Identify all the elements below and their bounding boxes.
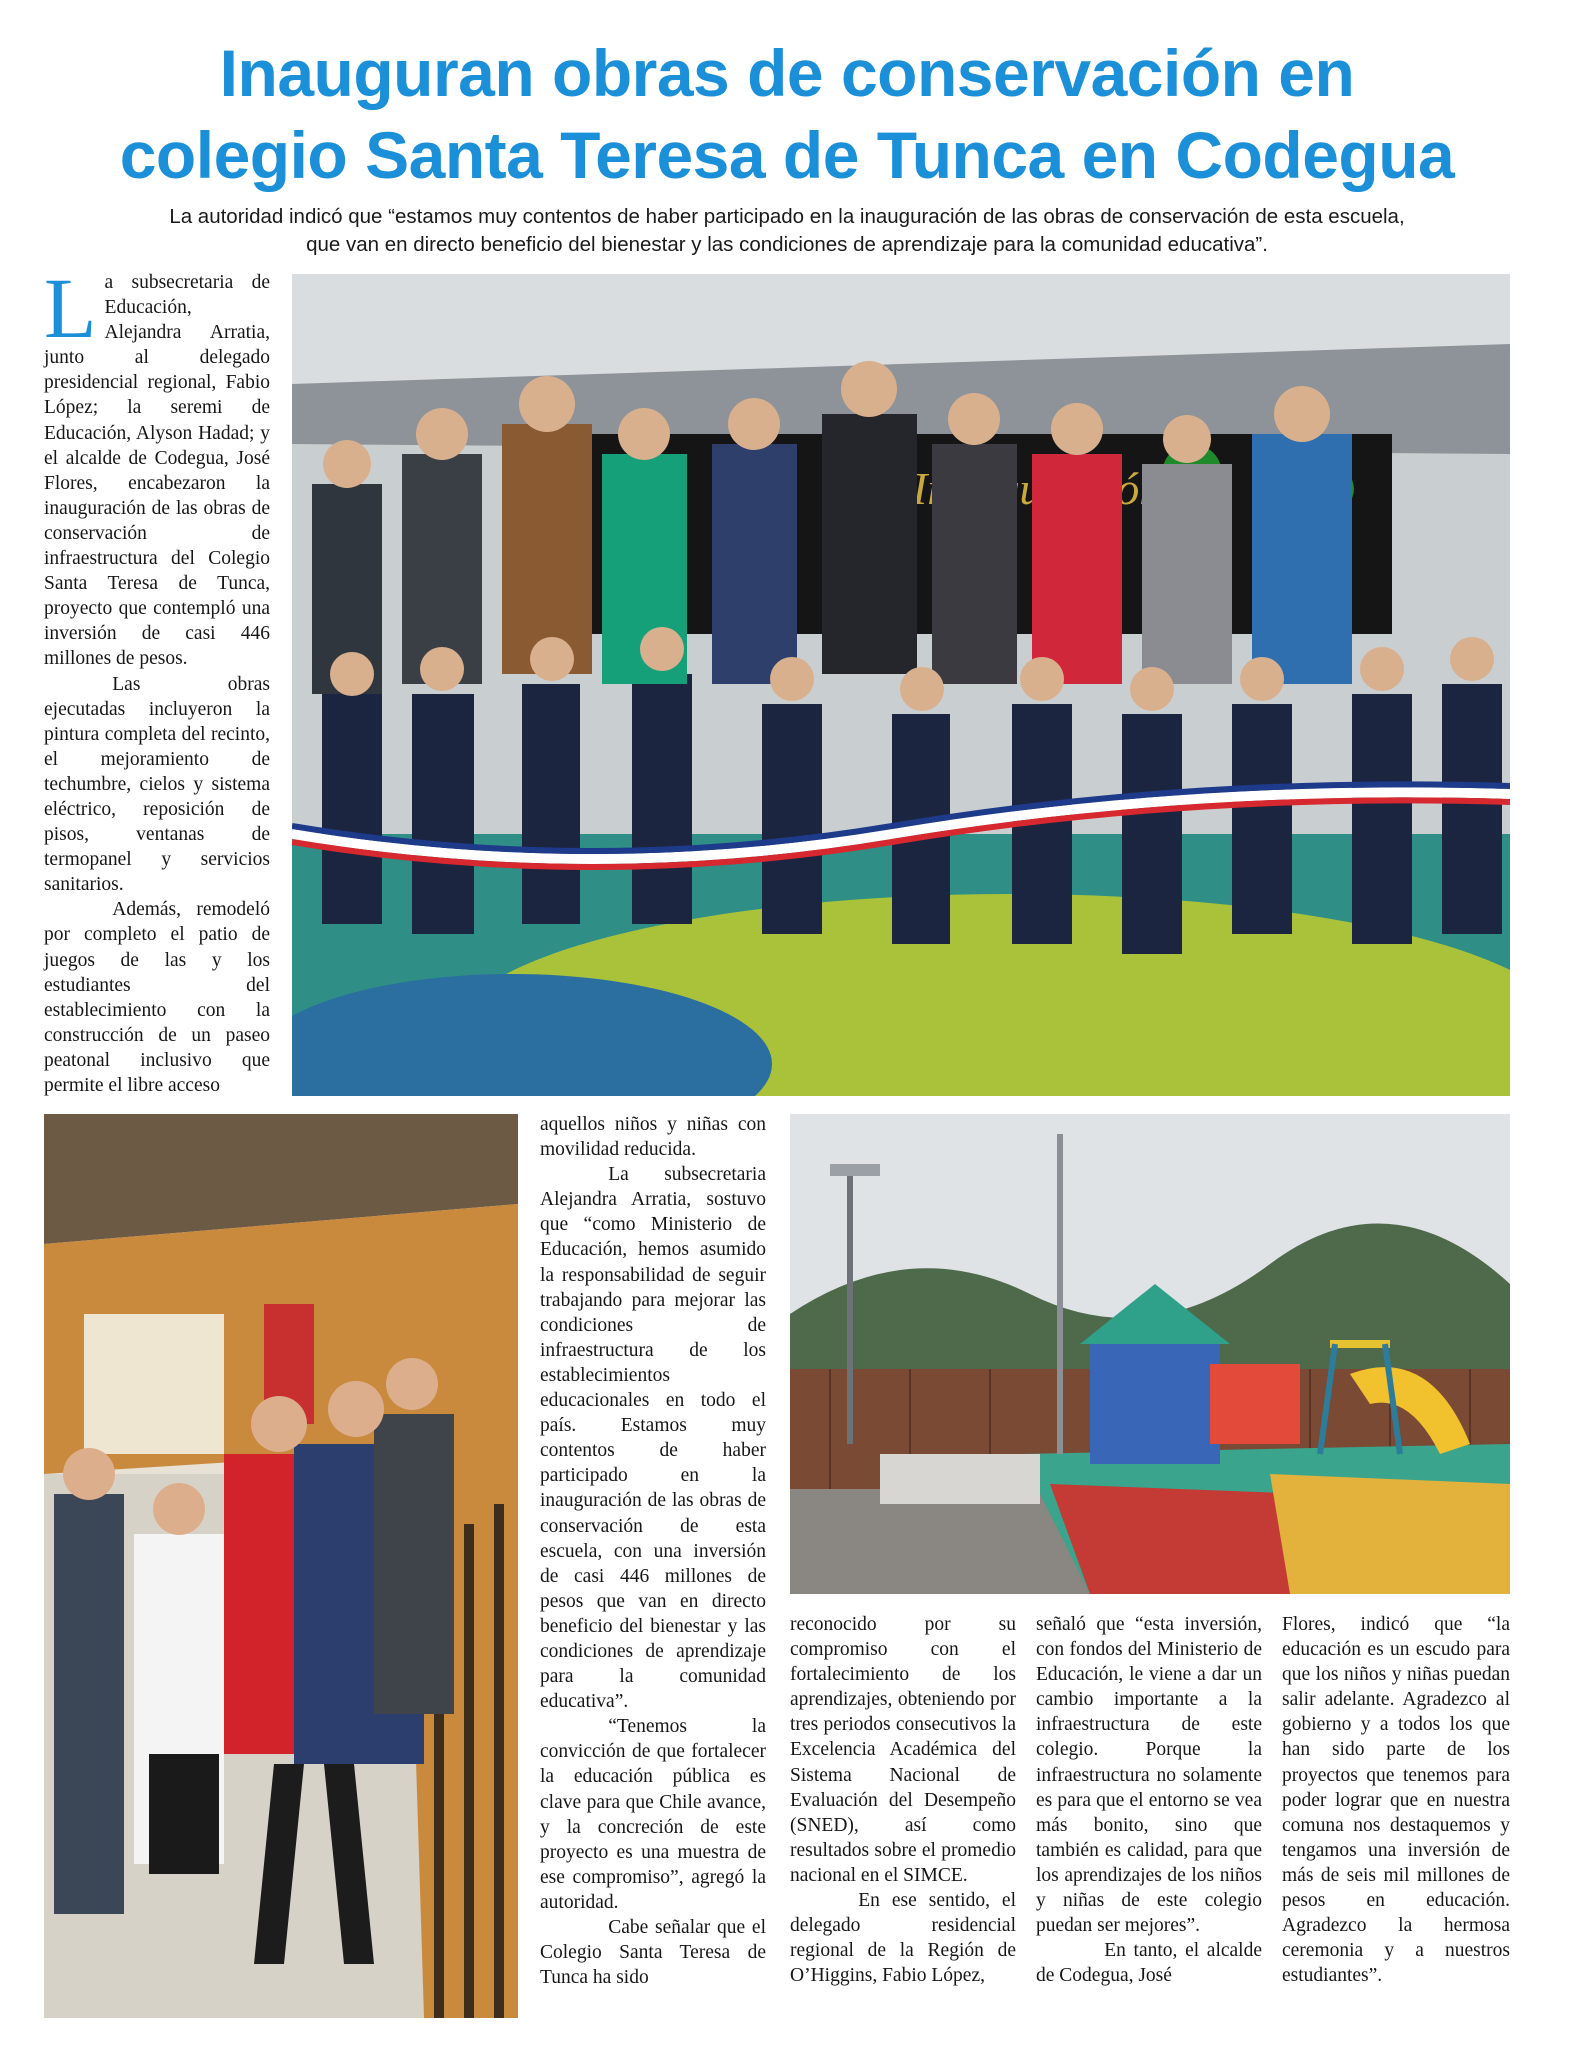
paragraph-delegado: En ese sentido, el delegado residencial regional de la Región de O’Higgins, Fabio López, [790, 1890, 1016, 1987]
paragraph-playground: Además, remodeló por completo el patio de juegos de las y los estudiantes del establecimiento con la construcción de un paseo peatonal inclusivo que permite el libre acceso [44, 899, 270, 1096]
paragraph-works: Las obras ejecutadas incluyeron la pintura completa del recinto, el mejoramiento de techumbre, cielos y sistema eléctrico, reposición de pisos, ventanas de termopanel y servicios sanitarios. [44, 673, 270, 896]
paragraph-delegado-quote: señaló que “esta inversión, con fondos del Ministerio de Educación, le viene a dar un cambio importante a la infraestructura de este colegio. Porque la infraestructura no solamente es para que el entorno se vea más bonito, sino que también es calidad, para que los aprendizajes de los niños y niñas de este colegio puedan ser mejores”. [1036, 1614, 1262, 1937]
paragraph-quote-conviccion: “Tenemos la convicción de que fortalecer la educación pública es clave para que Chile avance, y la concreción de este proyecto es una muestra de ese compromiso”, agregó la autoridad. [540, 1716, 766, 1913]
article-headline [40, 32, 1534, 196]
paragraph-quote-subsecretaria: La subsecretaria Alejandra Arratia, sostuvo que “como Ministerio de Educación, hemos asumido la responsabilidad de seguir trabajando para mejorar las condiciones de infraestructura de los establecimientos educacionales en todo el país. Estamos muy contentos de haber participado en la inauguración de las obras de conservación de esta escuela, con una inversión de casi 446 millones de pesos que van en directo beneficio del bienestar y las condiciones de aprendizaje para la comunidad educativa”. [540, 1164, 766, 1713]
lede-line-1: La autoridad indicó que “estamos muy contentos de haber participado en la inauguración de las obras de conservación de esta escuela, [169, 205, 1405, 228]
paragraph-school-recognition: Cabe señalar que el Colegio Santa Teresa de Tunca ha sido [540, 1917, 766, 1989]
paragraph-intro: a subsecretaria de Educación, Alejandra Arratia, junto al delegado presidencial regional, Fabio López; la seremi de Educación, Alyson Hadad; y el alcalde de Codegua, José Flores, encabezaron la inauguración de las obras de conservación de infraestructura del Colegio Santa Teresa de Tunca, proyecto que contempló una inversión de casi 446 millones de pesos. [44, 272, 270, 670]
article-lede [90, 203, 1484, 259]
body-column-4 [1036, 1612, 1262, 1988]
photo-playground [790, 1114, 1510, 1594]
photo-school-visit [44, 1114, 518, 2018]
body-column-3 [790, 1612, 1016, 1988]
paragraph-alcalde: En tanto, el alcalde de Codegua, José [1036, 1940, 1262, 1987]
body-column-2 [540, 1112, 766, 1990]
lede-line-2: que van en directo beneficio del bienestar y las condiciones de aprendizaje para la comunidad educativa”. [306, 233, 1268, 256]
headline-line-1: Inauguran obras de conservación en [219, 36, 1355, 110]
drop-cap: L [44, 260, 97, 356]
paragraph-alcalde-quote: Flores, indicó que “la educación es un escudo para que los niños y niñas puedan salir adelante. Agradezco al gobierno y a todos los que han sido parte de los proyectos que tenemos para poder lograr que en nuestra comuna nos destaquemos y tengamos una inversión de más de seis mil millones de pesos en educación. Agradezco la hermosa ceremonia y a nuestros estudiantes”. [1282, 1614, 1510, 1987]
body-column-5 [1282, 1612, 1510, 1988]
headline-line-2: colegio Santa Teresa de Tunca en Codegua [119, 118, 1455, 192]
photo-ribbon-cutting [292, 274, 1510, 1096]
paragraph-playground-cont: aquellos niños y niñas con movilidad reducida. [540, 1114, 766, 1161]
body-column-1 [44, 260, 270, 1098]
paragraph-recognition-cont: reconocido por su compromiso con el fortalecimiento de los aprendizajes, obteniendo por tres periodos consecutivos la Excelencia Académica del Sistema Nacional de Evaluación del Desempeño (SNED), así como resultados sobre el promedio nacional en el SIMCE. [790, 1614, 1016, 1886]
